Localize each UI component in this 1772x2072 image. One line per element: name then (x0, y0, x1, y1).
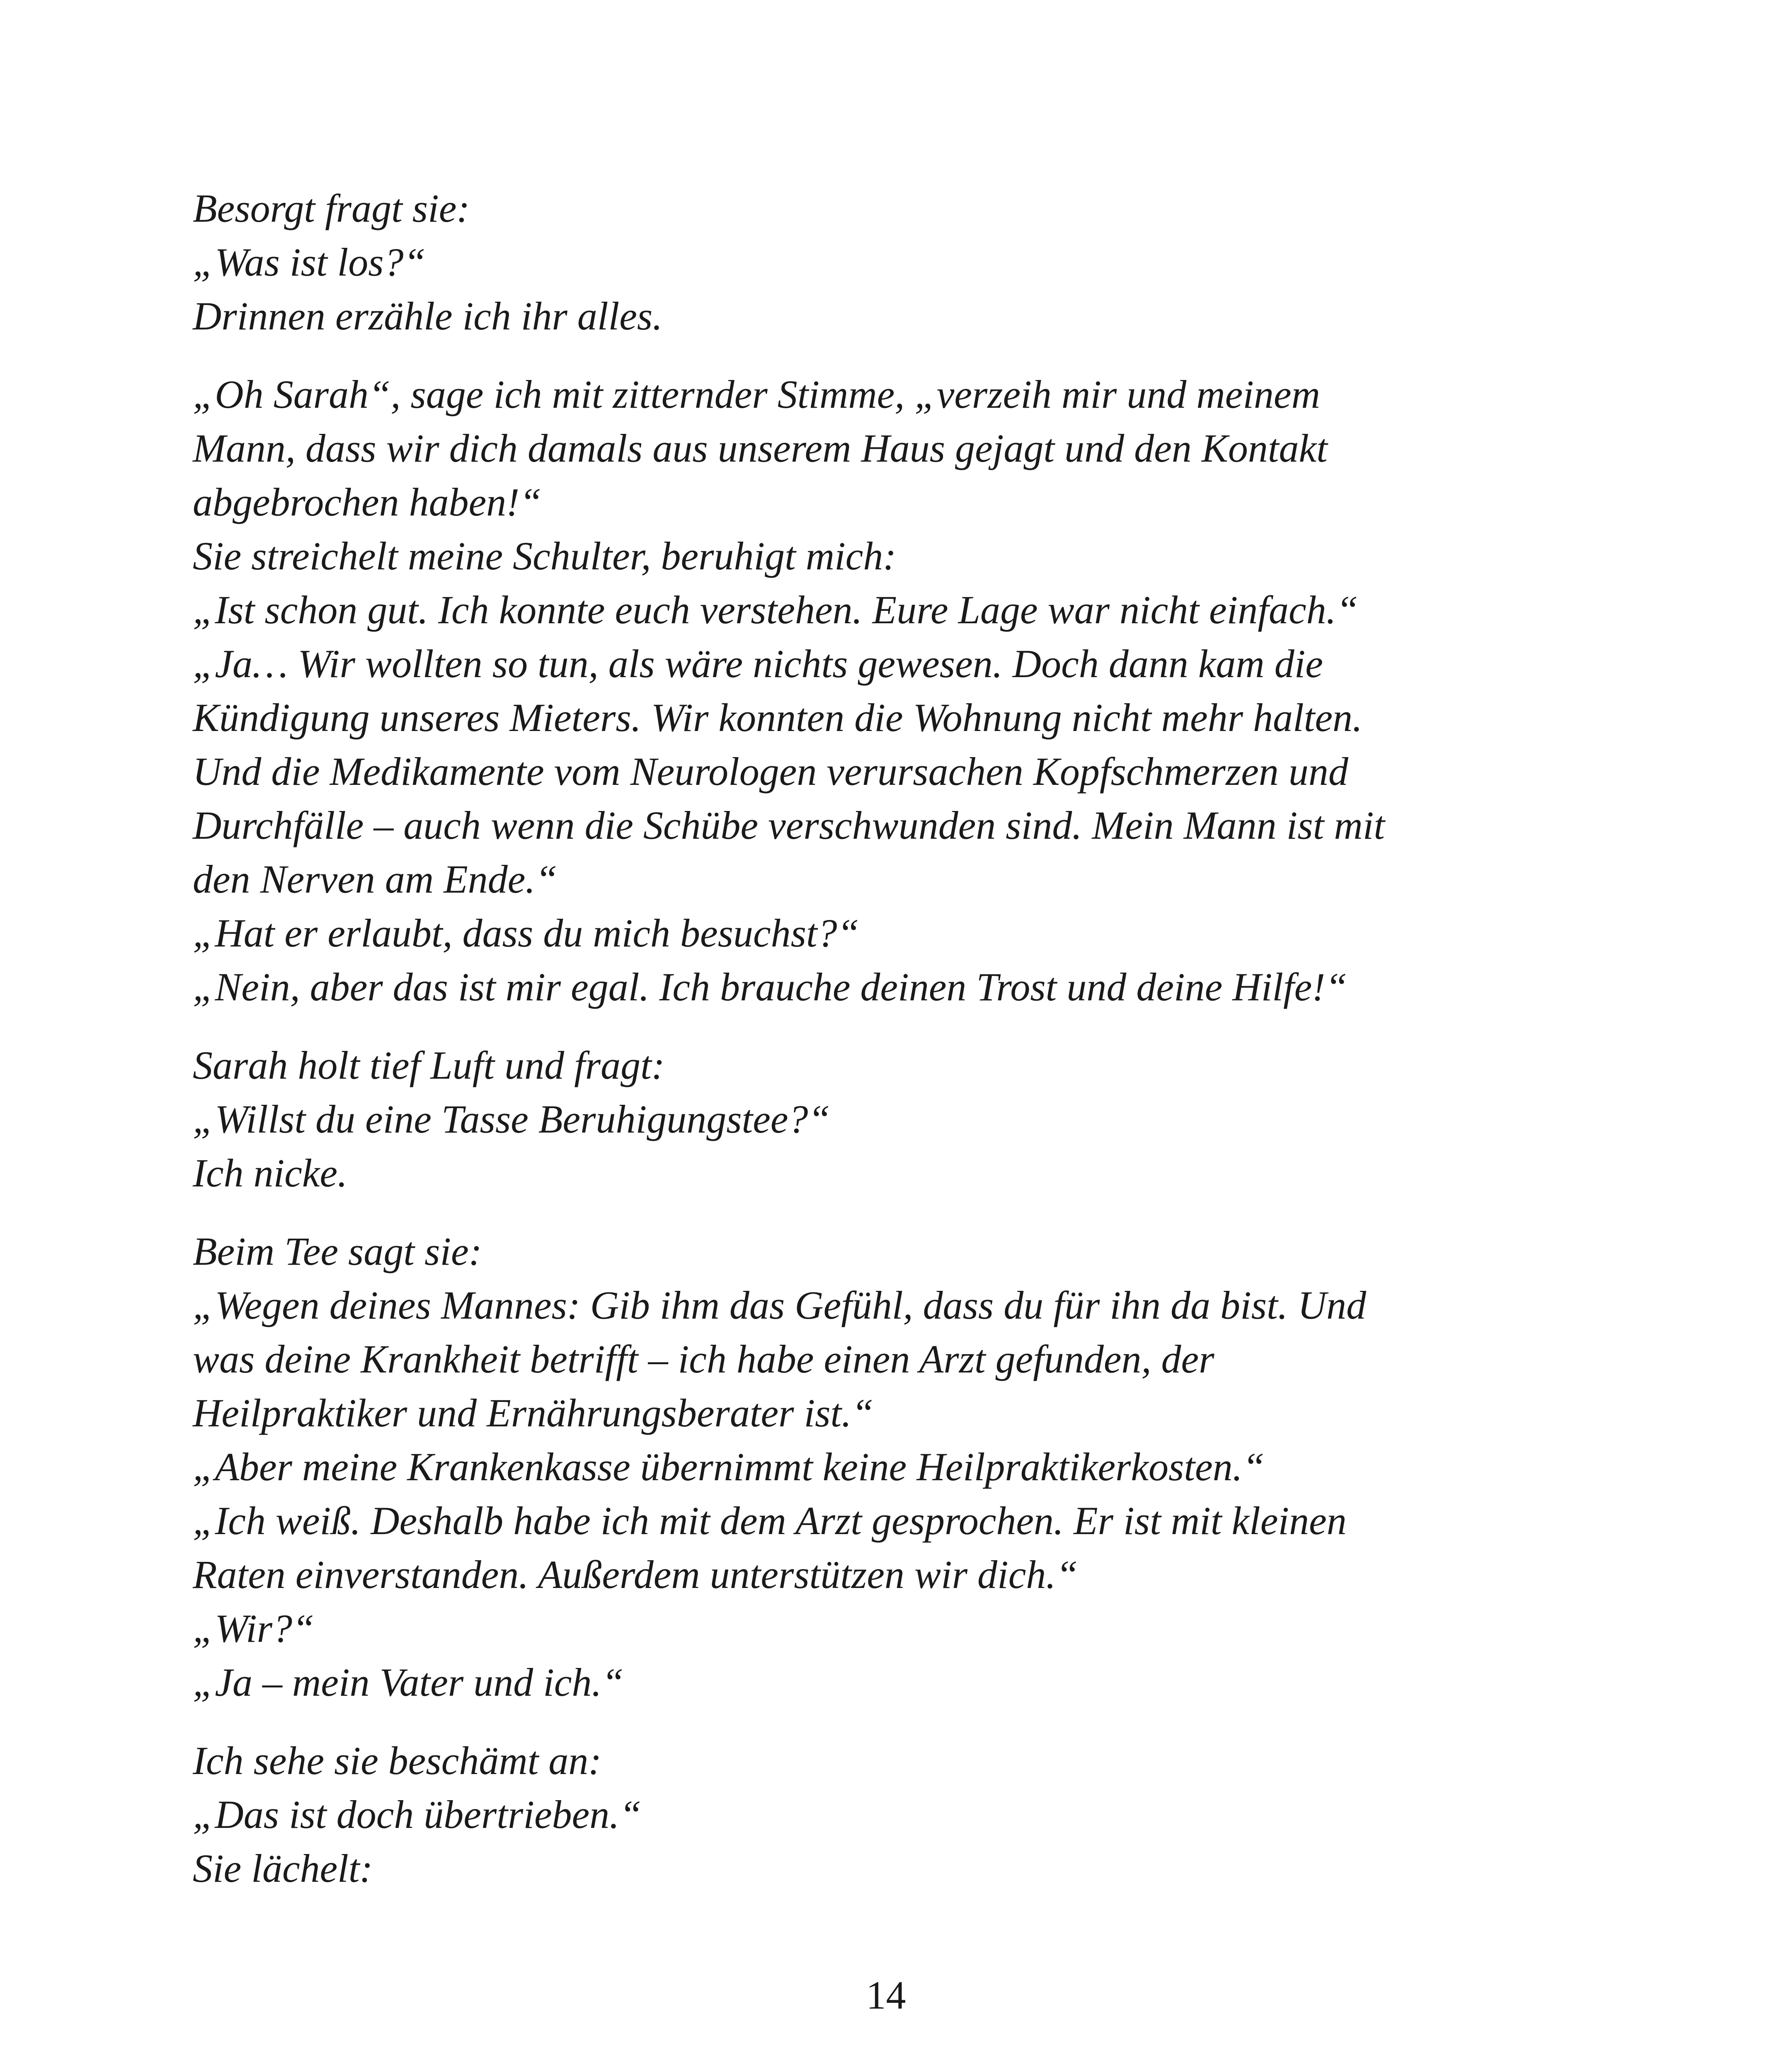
page-number: 14 (866, 1973, 906, 2017)
paragraph (193, 1038, 1644, 1200)
text-line: was deine Krankheit betrifft – ich habe einen Arzt gefunden, der (193, 1337, 1214, 1381)
text-line: Ich nicke. (193, 1151, 348, 1195)
text-line: „Ja – mein Vater und ich.“ (193, 1660, 624, 1704)
text-line: „Das ist doch übertrieben.“ (193, 1792, 642, 1837)
paragraph (193, 1225, 1644, 1709)
text-line: „Wegen deines Mannes: Gib ihm das Gefühl, dass du für ihn da bist. Und (193, 1283, 1367, 1327)
body-text (193, 182, 1644, 1920)
text-line: „Hat er erlaubt, dass du mich besuchst?“ (193, 911, 859, 955)
text-line: „Was ist los?“ (193, 240, 426, 284)
text-line: „Oh Sarah“, sage ich mit zitternder Stimme, „verzeih mir und meinem (193, 372, 1320, 416)
text-line: Drinnen erzähle ich ihr alles. (193, 294, 663, 338)
text-line: Beim Tee sagt sie: (193, 1229, 482, 1273)
text-line: „Nein, aber das ist mir egal. Ich brauche deinen Trost und deine Hilfe!“ (193, 965, 1348, 1009)
text-line: „Wir?“ (193, 1606, 315, 1651)
text-line: Sie streichelt meine Schulter, beruhigt mich: (193, 534, 897, 578)
text-line: Heilpraktiker und Ernährungsberater ist.“ (193, 1391, 874, 1435)
text-line: abgebrochen haben!“ (193, 480, 542, 524)
text-line: Durchfälle – auch wenn die Schübe verschwunden sind. Mein Mann ist mit (193, 803, 1385, 847)
text-line: „Willst du eine Tasse Beruhigungstee?“ (193, 1097, 830, 1141)
paragraph (193, 368, 1644, 1014)
paragraph (193, 1734, 1644, 1895)
paragraph (193, 182, 1644, 343)
text-line: „Ja… Wir wollten so tun, als wäre nichts gewesen. Doch dann kam die (193, 641, 1323, 686)
text-line: Sarah holt tief Luft und fragt: (193, 1043, 665, 1087)
text-line: Und die Medikamente vom Neurologen verursachen Kopfschmerzen und (193, 749, 1348, 794)
text-line: Sie lächelt: (193, 1846, 373, 1890)
text-line: Besorgt fragt sie: (193, 186, 470, 230)
text-line: „Ich weiß. Deshalb habe ich mit dem Arzt gesprochen. Er ist mit kleinen (193, 1498, 1347, 1543)
text-line: Mann, dass wir dich damals aus unserem Haus gejagt und den Kontakt (193, 426, 1328, 470)
text-line: Ich sehe sie beschämt an: (193, 1738, 602, 1783)
text-line: „Aber meine Krankenkasse übernimmt keine Heilpraktikerkosten.“ (193, 1445, 1265, 1489)
text-line: den Nerven am Ende.“ (193, 857, 558, 901)
text-line: Raten einverstanden. Außerdem unterstützen wir dich.“ (193, 1552, 1078, 1597)
text-line: „Ist schon gut. Ich konnte euch verstehen. Eure Lage war nicht einfach.“ (193, 588, 1358, 632)
text-line: Kündigung unseres Mieters. Wir konnten die Wohnung nicht mehr halten. (193, 695, 1362, 740)
